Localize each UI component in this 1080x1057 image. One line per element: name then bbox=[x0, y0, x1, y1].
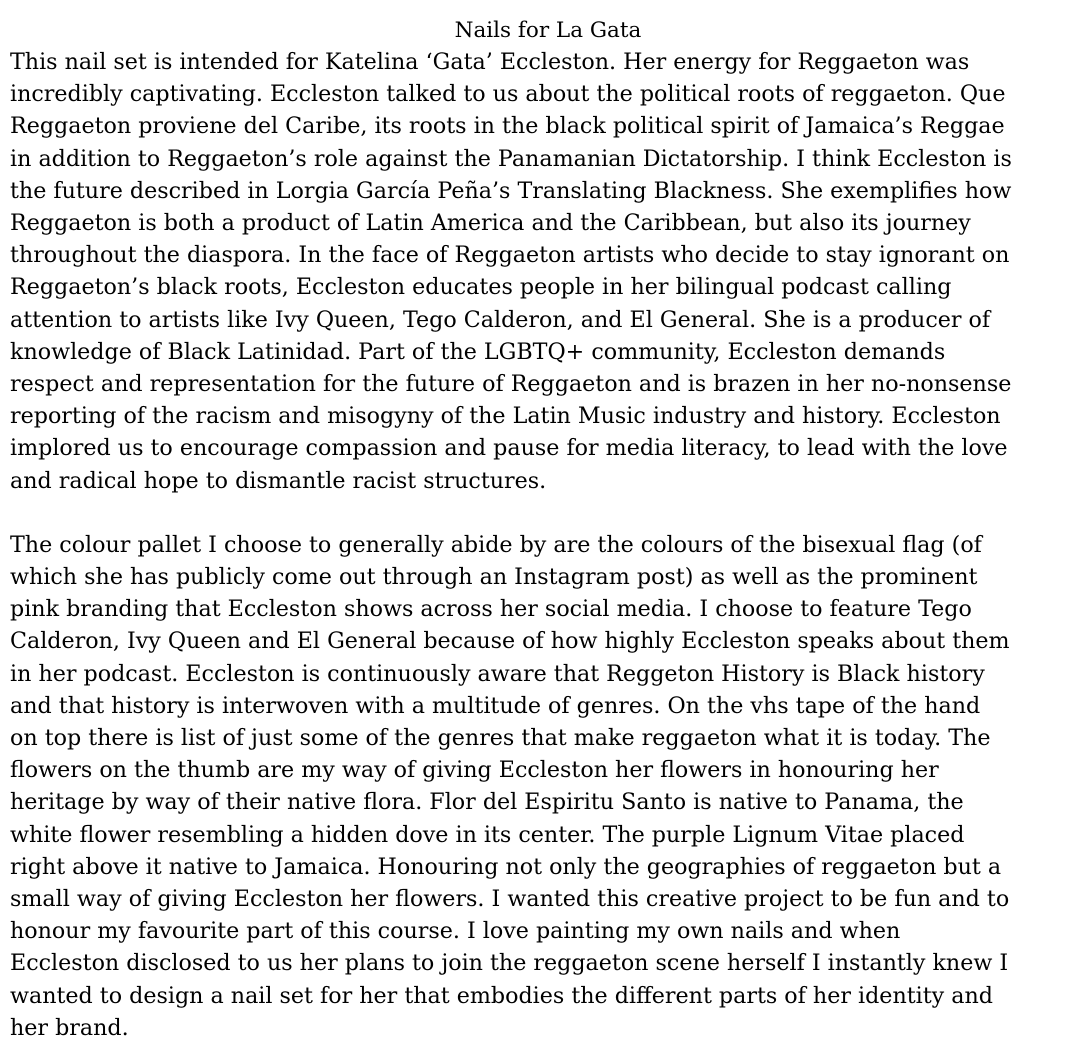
paragraph-intro: This nail set is intended for Katelina ‘Gata’ Eccleston. Her energy for Reggaeton was incredibly captivating. Eccleston talked to us about the political roots of reggaeton. Que Reggaeton proviene del Caribe, its roots in the black political spirit of Jamaica’s Reggae in addition to Reggaeton’s role against the Panamanian Dictatorship. I think Eccleston is the future described in Lorgia García Peña’s Translating Blackness. She exemplifies how Reggaeton is both a product of Latin America and the Caribbean, but also its journey throughout the diaspora. In the face of Reggaeton artists who decide to stay ignorant on Reggaeton’s black roots, Eccleston educates people in her bilingual podcast calling attention to artists like Ivy Queen, Tego Calderon, and El General. She is a producer of knowledge of Black Latinidad. Part of the LGBTQ+ community, Eccleston demands respect and representation for the future of Reggaeton and is brazen in her no-nonsense reporting of the racism and misogyny of the Latin Music industry and history. Eccleston implored us to encourage compassion and pause for media literacy, to lead with the love and radical hope to dismantle racist structures. bbox=[10, 49, 1012, 494]
document-title: Nails for La Gata bbox=[454, 18, 642, 43]
paragraph-spacer bbox=[10, 497, 1070, 529]
paragraph-colour-palette: The colour pallet I choose to generally abide by are the colours of the bisexual flag (of which she has publicly come out through an Instagram post) as well as the prominent pink branding that Eccleston shows across her social media. I choose to feature Tego Calderon, Ivy Queen and El General because of how highly Eccleston speaks about them in her podcast. Eccleston is continuously aware that Reggeton History is Black history and that history is interwoven with a multitude of genres. On the vhs tape of the hand on top there is list of just some of the genres that make reggaeton what it is today. The flowers on the thumb are my way of giving Eccleston her flowers in honouring her heritage by way of their native flora. Flor del Espiritu Santo is native to Panama, the white flower resembling a hidden dove in its center. The purple Lignum Vitae placed right above it native to Jamaica. Honouring not only the geographies of reggaeton but a small way of giving Eccleston her flowers. I wanted this creative project to be fun and to honour my favourite part of this course. I love painting my own nails and when Eccleston disclosed to us her plans to join the reggaeton scene herself I instantly knew I wanted to design a nail set for her that embodies the different parts of her identity and her brand. bbox=[10, 531, 1010, 1041]
